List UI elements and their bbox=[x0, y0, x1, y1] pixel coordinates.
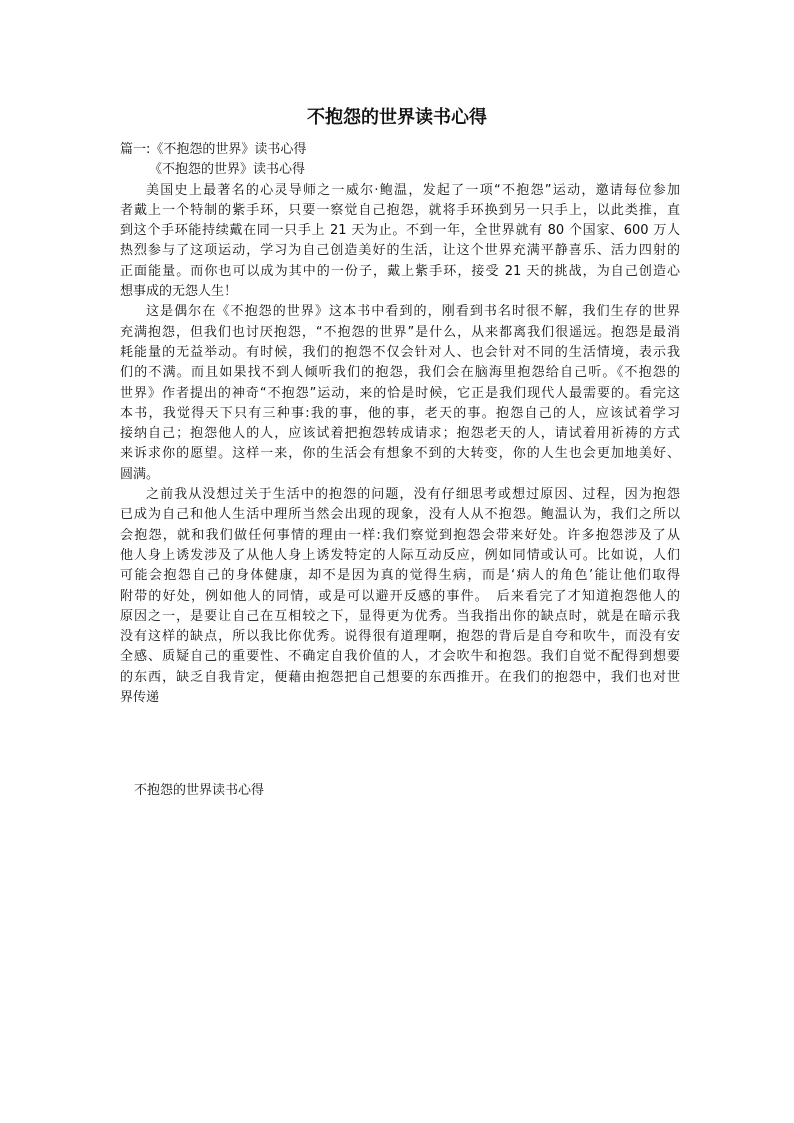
paragraph-1-line-2: 者戴上一个特制的紫手环，只要一察觉自己抱怨，就将手环换到另一只手上，以此类推，直 bbox=[120, 202, 680, 218]
document-body bbox=[120, 140, 680, 708]
sub-heading: 《不抱怨的世界》读书心得 bbox=[149, 162, 306, 178]
paragraph-1-line-5: 正面能量。而你也可以成为其中的一份子，戴上紫手环，接受 21 天的挑战，为自己创造心 bbox=[120, 263, 680, 279]
paragraph-2-line-8: 来诉求你的愿望。这样一来，你的生活会有想象不到的大转变，你的人生也会更加地美好、 bbox=[120, 446, 680, 462]
paragraph-1-line-4: 热烈参与了这项运动，学习为自己创造美好的生活，让这个世界充满平静喜乐、活力四射的 bbox=[120, 243, 680, 259]
paragraph-3-line-1: 之前我从没想过关于生活中的抱怨的问题，没有仔细思考或想过原因、过程，因为抱怨 bbox=[146, 487, 680, 503]
paragraph-3-line-9: 全感、质疑自己的重要性、不确定自我价值的人，才会吹牛和抱怨。我们自觉不配得到想要 bbox=[120, 649, 680, 665]
paragraph-3-line-7: 原因之一，是要让自己在互相较之下，显得更为优秀。当我指出你的缺点时，就是在暗示我 bbox=[120, 608, 680, 624]
paragraph-1-line-6: 想事成的无怨人生！ bbox=[120, 284, 238, 300]
paragraph-2-line-6: 本书，我觉得天下只有三种事:我的事，他的事，老天的事。抱怨自己的人，应该试着学习 bbox=[120, 405, 680, 421]
paragraph-3-line-6: 附带的好处，例如他人的同情，或是可以避开反感的事件。 后来看完了才知道抱怨他人的 bbox=[120, 588, 680, 604]
footer-title: 不抱怨的世界读书心得 bbox=[134, 783, 265, 798]
paragraph-2-line-1: 这是偶尔在《不抱怨的世界》这本书中看到的，刚看到书名时很不解，我们生存的世界 bbox=[146, 304, 680, 320]
paragraph-2-line-3: 耗能量的无益举动。有时候，我们的抱怨不仅会针对人、也会针对不同的生活情境，表示我 bbox=[120, 344, 680, 360]
paragraph-2-line-5: 世界》作者提出的神奇“不抱怨”运动，来的恰是时候，它正是我们现代人最需要的。看完这 bbox=[120, 385, 680, 401]
paragraph-3-line-11: 界传递 bbox=[120, 690, 160, 706]
paragraph-1-line-1: 美国史上最著名的心灵导师之一威尔·鲍温，发起了一项“不抱怨”运动，邀请每位参加 bbox=[146, 182, 680, 198]
paragraph-3-line-2: 已成为自己和他人生活中理所当然会出现的现象，没有人从不抱怨。鲍温认为，我们之所以 bbox=[120, 507, 680, 523]
paragraph-2-line-2: 充满抱怨，但我们也讨厌抱怨，“不抱怨的世界”是什么，从来都离我们很遥远。抱怨是最消 bbox=[120, 324, 680, 340]
section-heading: 篇一:《不抱怨的世界》读书心得 bbox=[120, 142, 307, 157]
paragraph-3-line-8: 没有这样的缺点，所以我比你优秀。说得很有道理啊，抱怨的背后是自夸和吹牛，而没有安 bbox=[120, 629, 680, 645]
paragraph-3-line-3: 会抱怨，就和我们做任何事情的理由一样:我们察觉到抱怨会带来好处。许多抱怨涉及了从 bbox=[120, 527, 680, 543]
paragraph-1-line-3: 到这个手环能持续戴在同一只手上 21 天为止。不到一年，全世界就有 80 个国家、600 万人 bbox=[120, 223, 680, 239]
paragraph-3-line-10: 的东西，缺乏自我肯定，便藉由抱怨把自己想要的东西推开。在我们的抱怨中，我们也对世 bbox=[120, 669, 680, 685]
paragraph-3-line-5: 可能会抱怨自己的身体健康，却不是因为真的觉得生病，而是‘病人的角色’能让他们取得 bbox=[120, 568, 680, 584]
document-title: 不抱怨的世界读书心得 bbox=[307, 107, 487, 128]
paragraph-2-line-9: 圆满。 bbox=[120, 466, 160, 482]
paragraph-2-line-4: 们的不满。而且如果找不到人倾听我们的抱怨，我们会在脑海里抱怨给自己听。《不抱怨的 bbox=[120, 365, 680, 381]
paragraph-3-line-4: 他人身上诱发涉及了从他人身上诱发特定的人际互动反应，例如同情或认可。比如说，人们 bbox=[120, 547, 680, 563]
paragraph-2-line-7: 接纳自己；抱怨他人的人，应该试着把抱怨转成请求；抱怨老天的人，请试着用祈祷的方式 bbox=[120, 426, 680, 442]
